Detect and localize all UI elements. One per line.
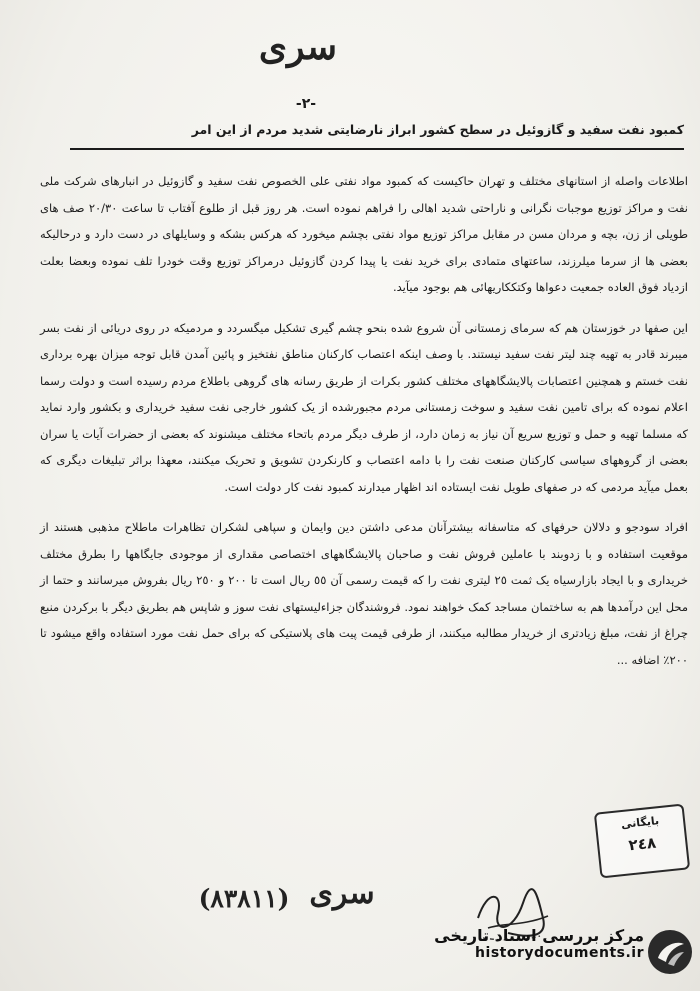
archive-logo-icon [646,928,694,976]
document-title: کمبود نفت سفید و گازوئیل در سطح کشور ابراز نارضایتی شدید مردم از این امر [191,122,684,137]
archive-stamp-label: بایگانی [620,814,660,832]
archive-stamp-number: ٢٤٨ [627,833,657,855]
paragraph-3: افراد سودجو و دلالان حرفهای که متاسفانه بیشترآنان مدعی داشتن دین وایمان و سپاهی لشکران تظاهرات ماطلاح مذهبی هستند از موقعیت استفاده و با زدوبند با عاملین فروش نفت و صاحبان پالایشگاههای اختصاصی مقداری از موجودی جایگاهها را بطرق مختلف خریداری و با ایجاد بازارسیاه یک ثمت ٢٥ لیتری نفت را که قیمت رسمی آن ٥٥ ریال است تا ٢٠٠ و ٢٥٠ ریال بفروش میرسانند و حتما از محل این درآمدها هم به ساختمان مساجد کمک خواهند نمود. فروشندگان جزاءلیستهای نفت سوز و شاپس هم بطریق دیگر با برکردن منبع چراغ از نفت، مبلغ زیادتری از خریدار مطالبه میکنند، از طرفی قیمت پیت های پلاستیکی که برای حمل نفت مورد استفاده واقع میشود تا ٢٠٠٪ اضافه ... [40,520,689,667]
secret-stamp-top: سری [258,26,338,68]
title-underline [70,148,684,150]
document-body [40,168,688,687]
archive-stamp [594,803,690,878]
watermark-name: مرکز بررسی اسناد تاریخی [434,926,644,945]
page-number: -٢- [295,96,317,112]
handwritten-file-number: (٨٣٨١١) [198,884,290,913]
archive-watermark-logo [434,924,696,986]
watermark-url: historydocuments.ir [475,945,644,961]
paragraph-2: این صفها در خوزستان هم که سرمای زمستانی آن شروع شده بنحو چشم گیری تشکیل میگسردد و مردمیکه در روی دریائی از نفت بسر میبرند قادر به تهیه چند لیتر نفت سفید نیستند. با وصف اینکه اعتصاب کارکنان مناطق نفتخیز و پائین آمدن قابل توجه میزان بهره برداری نفت خستم و همچنین اعتصابات پالایشگاههای مختلف کشور بکرات از طریق رسانه های گروهی باطلاع مردم رسیده است و دولت رسما اعلام نموده که برای تامین نفت سفید و سوخت زمستانی مردم مجبورشده از یک کشور خارجی نفت سفید خریداری و بکشور وارد نماید که مسلما تهیه و حمل و توزیع سریع آن نیاز به زمان دارد، از طرف دیگر مردم باتحاء مختلف میشنوند که بعضی از حضرات آیات یا سران بعضی از گروههای سیاسی کارکنان صنعت نفت را با دامه اعتصاب و کارنکردن تشویق و تحریک میکنند، معهذا براثر تبلیغات دیگری که بعمل میآید مردمی که در صفهای طویل نفت ایستاده اند اظهار میدارند کمبود نفت کار دولت است. [40,320,688,494]
secret-stamp-bottom: سری [309,876,375,911]
paragraph-1: اطلاعات واصله از استانهای مختلف و تهران حاکیست که کمبود مواد نفتی علی الخصوص نفت سفید و گازوئیل در انبارهای شرکت ملی نفت و مراکز توزیع موجبات نگرانی و ناراحتی شدید اهالی را فراهم نموده است. هر روز قبل از طلوع آفتاب تا ساعت ٢٠/٣٠ صف های طویلی از زن، بچه و مردان مسن در مقابل مراکز توزیع مواد نفتی بچشم میخورد که هرکس بشکه و وسایلهای در دست دارد و درحالیکه بعضی ها از سرما میلرزند، ساعتهای متمادی برای خرید نفت یا پیدا کردن گازوئیل درمراکز توزیع وقت خودرا تلف نموده وبعضا بعلت ازدیاد فوق العاده جمعیت دعواها وکتککاریهائی هم بوجود میآید. [40,174,688,294]
